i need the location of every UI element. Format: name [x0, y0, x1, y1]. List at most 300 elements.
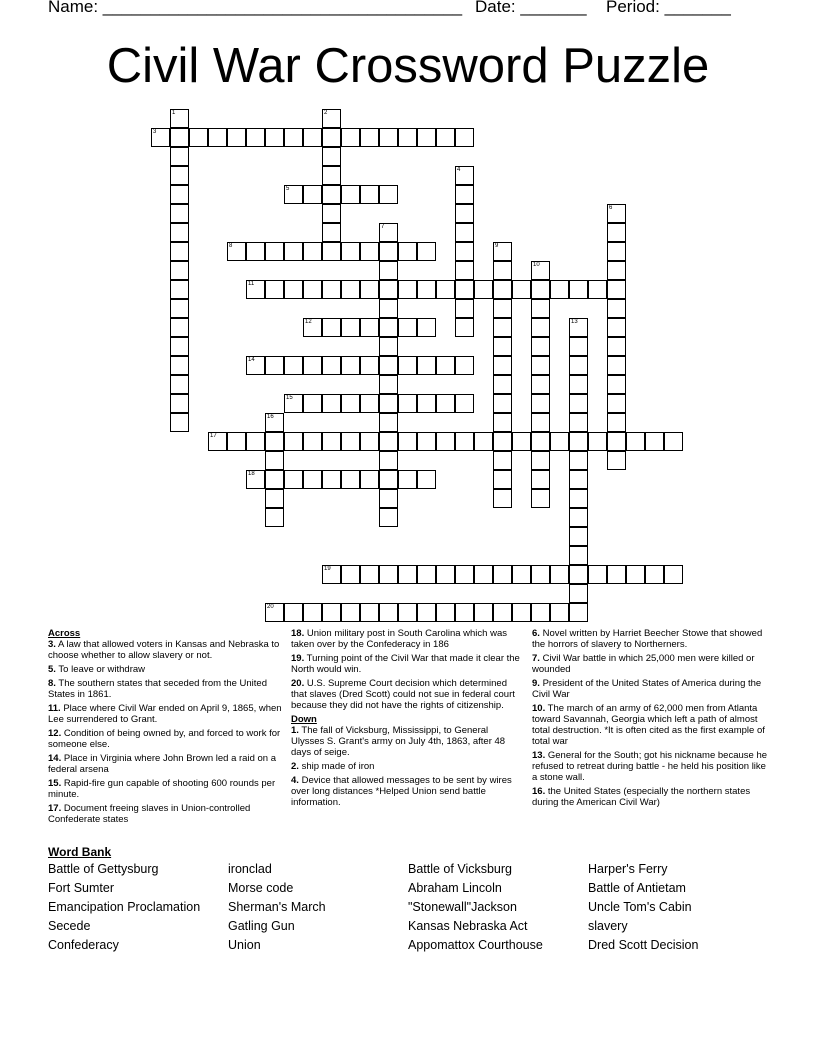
crossword-cell[interactable] — [170, 166, 189, 185]
crossword-cell[interactable] — [284, 242, 303, 261]
clue-text: The southern states that seceded from the United States in 1861. — [48, 678, 267, 700]
clue-number-label: 7. — [532, 653, 540, 664]
clue-number: 8 — [229, 243, 233, 249]
clue-text: Turning point of the Civil War that made it clear the North would win. — [291, 653, 520, 675]
word-bank-item: Sherman's March — [228, 900, 326, 914]
crossword-cell[interactable] — [379, 356, 398, 375]
crossword-cell[interactable] — [569, 394, 588, 413]
clue-text: General for the South; got his nickname because he refused to retreat during battle - he held his position like a stone wall. — [532, 750, 768, 783]
crossword-cell[interactable] — [265, 128, 284, 147]
crossword-cell[interactable] — [379, 299, 398, 318]
down-clue — [532, 628, 772, 650]
crossword-cell[interactable] — [322, 185, 341, 204]
clue-text: Device that allowed messages to be sent by wires over long distances *Helped Union send battle information. — [291, 775, 512, 808]
crossword-cell[interactable] — [436, 356, 455, 375]
crossword-cell[interactable] — [493, 413, 512, 432]
crossword-cell[interactable] — [379, 413, 398, 432]
crossword-cell[interactable] — [284, 356, 303, 375]
crossword-cell[interactable] — [569, 470, 588, 489]
crossword-cell[interactable] — [379, 508, 398, 527]
crossword-cell[interactable] — [569, 584, 588, 603]
crossword-cell[interactable] — [550, 432, 569, 451]
down-clue — [532, 750, 772, 783]
down-clue — [291, 775, 521, 808]
crossword-cell[interactable] — [588, 432, 607, 451]
date-field-label[interactable]: Date: _______ — [475, 0, 587, 16]
crossword-cell[interactable] — [303, 128, 322, 147]
crossword-cell[interactable] — [455, 394, 474, 413]
crossword-cell[interactable] — [379, 280, 398, 299]
crossword-cell[interactable] — [626, 565, 645, 584]
crossword-cell[interactable] — [417, 603, 436, 622]
crossword-cell[interactable] — [417, 356, 436, 375]
crossword-cell[interactable] — [436, 603, 455, 622]
crossword-cell[interactable] — [417, 242, 436, 261]
word-bank-item: Union — [228, 938, 261, 952]
across-clue — [48, 803, 283, 825]
crossword-cell[interactable] — [417, 280, 436, 299]
crossword-cell[interactable] — [588, 565, 607, 584]
crossword-cell[interactable] — [322, 394, 341, 413]
crossword-cell[interactable] — [170, 280, 189, 299]
crossword-cell[interactable] — [322, 356, 341, 375]
crossword-cell[interactable] — [607, 261, 626, 280]
crossword-cell[interactable] — [569, 451, 588, 470]
crossword-cell[interactable] — [189, 128, 208, 147]
crossword-cell[interactable] — [341, 318, 360, 337]
down-clue — [532, 653, 772, 675]
crossword-cell[interactable] — [569, 603, 588, 622]
crossword-cell[interactable] — [379, 128, 398, 147]
clue-text: Union military post in South Carolina which was taken over by the Confederacy in 186 — [291, 628, 507, 650]
clue-number: 16 — [267, 414, 274, 420]
crossword-cell[interactable] — [322, 318, 341, 337]
crossword-cell[interactable] — [360, 603, 379, 622]
crossword-cell[interactable] — [455, 128, 474, 147]
clue-number: 18 — [248, 471, 255, 477]
word-bank-item: Appomattox Courthouse — [408, 938, 543, 952]
crossword-cell[interactable] — [360, 565, 379, 584]
crossword-cell[interactable] — [664, 432, 683, 451]
crossword-cell[interactable] — [341, 185, 360, 204]
crossword-cell[interactable] — [474, 603, 493, 622]
crossword-cell[interactable] — [322, 432, 341, 451]
crossword-cell[interactable] — [379, 489, 398, 508]
crossword-cell[interactable] — [512, 432, 531, 451]
crossword-cell[interactable] — [493, 375, 512, 394]
crossword-cell[interactable] — [436, 394, 455, 413]
crossword-cell[interactable] — [417, 432, 436, 451]
crossword-cell[interactable] — [531, 470, 550, 489]
clue-number-label: 6. — [532, 628, 540, 639]
word-bank-item: Morse code — [228, 881, 294, 895]
crossword-cell[interactable] — [398, 356, 417, 375]
crossword-cell[interactable] — [360, 394, 379, 413]
name-field-label[interactable]: Name: ______________________________________ — [48, 0, 463, 16]
crossword-cell[interactable] — [379, 470, 398, 489]
crossword-cell[interactable] — [284, 280, 303, 299]
crossword-cell[interactable] — [170, 318, 189, 337]
crossword-cell[interactable] — [341, 128, 360, 147]
crossword-cell[interactable] — [455, 280, 474, 299]
crossword-cell[interactable] — [341, 280, 360, 299]
across-heading: Across — [48, 628, 81, 639]
crossword-cell[interactable] — [455, 565, 474, 584]
crossword-cell[interactable] — [436, 280, 455, 299]
crossword-cell[interactable] — [531, 337, 550, 356]
crossword-cell[interactable] — [455, 185, 474, 204]
crossword-cell[interactable] — [531, 603, 550, 622]
crossword-cell[interactable] — [493, 337, 512, 356]
crossword-cell[interactable] — [284, 470, 303, 489]
crossword-cell[interactable] — [170, 337, 189, 356]
crossword-cell[interactable] — [265, 356, 284, 375]
clue-number: 6 — [609, 205, 613, 211]
crossword-cell[interactable] — [303, 242, 322, 261]
crossword-cell[interactable] — [170, 223, 189, 242]
crossword-cell[interactable] — [607, 565, 626, 584]
clue-text: Condition of being owned by, and forced to work for someone else. — [48, 728, 281, 750]
crossword-cell[interactable] — [379, 565, 398, 584]
crossword-cell[interactable] — [493, 394, 512, 413]
crossword-cell[interactable] — [265, 451, 284, 470]
crossword-cell[interactable] — [341, 432, 360, 451]
crossword-cell[interactable] — [569, 508, 588, 527]
crossword-cell[interactable] — [474, 432, 493, 451]
crossword-cell[interactable] — [170, 242, 189, 261]
crossword-cell[interactable] — [379, 432, 398, 451]
crossword-cell[interactable] — [265, 242, 284, 261]
crossword-cell[interactable] — [455, 603, 474, 622]
crossword-cell[interactable] — [303, 356, 322, 375]
crossword-cell[interactable] — [455, 356, 474, 375]
crossword-cell[interactable] — [322, 204, 341, 223]
crossword-cell[interactable] — [531, 451, 550, 470]
crossword-cell[interactable] — [569, 413, 588, 432]
word-bank-item: Battle of Vicksburg — [408, 862, 512, 876]
crossword-cell[interactable] — [645, 565, 664, 584]
across-clue — [48, 778, 283, 800]
crossword-cell[interactable] — [379, 394, 398, 413]
word-bank-item: Fort Sumter — [48, 881, 114, 895]
down-clue — [291, 725, 521, 758]
clue-number: 17 — [210, 433, 217, 439]
crossword-cell[interactable] — [360, 128, 379, 147]
crossword-cell[interactable] — [569, 432, 588, 451]
crossword-cell[interactable] — [417, 470, 436, 489]
clue-number: 14 — [248, 357, 255, 363]
crossword-cell[interactable] — [417, 565, 436, 584]
across-clue — [291, 678, 521, 711]
crossword-cell[interactable] — [265, 280, 284, 299]
clue-text: A law that allowed voters in Kansas and Nebraska to choose whether to allow slavery or not. — [48, 639, 280, 661]
down-clue — [291, 761, 521, 772]
crossword-cell[interactable] — [170, 299, 189, 318]
crossword-cell[interactable] — [493, 261, 512, 280]
crossword-cell[interactable] — [170, 147, 189, 166]
crossword-cell[interactable] — [607, 375, 626, 394]
crossword-cell[interactable] — [455, 432, 474, 451]
crossword-cell[interactable] — [607, 280, 626, 299]
crossword-cell[interactable] — [512, 603, 531, 622]
crossword-cell[interactable] — [398, 603, 417, 622]
crossword-cell[interactable] — [588, 280, 607, 299]
clue-number: 9 — [495, 243, 499, 249]
crossword-cell[interactable] — [360, 432, 379, 451]
crossword-cell[interactable] — [607, 337, 626, 356]
crossword-cell[interactable] — [493, 565, 512, 584]
clue-text: ship made of iron — [298, 761, 375, 772]
crossword-cell[interactable] — [436, 128, 455, 147]
clue-number-label: 16. — [532, 786, 546, 797]
crossword-cell[interactable] — [474, 280, 493, 299]
crossword-cell[interactable] — [303, 185, 322, 204]
clue-text: Rapid-fire gun capable of shooting 600 rounds per minute. — [48, 778, 276, 800]
crossword-cell[interactable] — [493, 470, 512, 489]
crossword-cell[interactable] — [398, 242, 417, 261]
crossword-cell[interactable] — [607, 451, 626, 470]
down-clue — [532, 786, 772, 808]
crossword-cell[interactable] — [398, 394, 417, 413]
crossword-cell[interactable] — [493, 299, 512, 318]
crossword-cell[interactable] — [170, 356, 189, 375]
crossword-cell[interactable] — [607, 356, 626, 375]
clue-number-label: 11. — [48, 703, 61, 714]
crossword-cell[interactable] — [550, 565, 569, 584]
crossword-cell[interactable] — [303, 394, 322, 413]
crossword-cell[interactable] — [303, 432, 322, 451]
crossword-cell[interactable] — [569, 337, 588, 356]
crossword-cell[interactable] — [569, 280, 588, 299]
crossword-cell[interactable] — [493, 280, 512, 299]
crossword-cell[interactable] — [360, 280, 379, 299]
crossword-cell[interactable] — [569, 546, 588, 565]
crossword-cell[interactable] — [607, 318, 626, 337]
clue-number-label: 13. — [532, 750, 546, 761]
word-bank-item: ironclad — [228, 862, 272, 876]
clue-text: The fall of Vicksburg, Mississippi, to General Ulysses S. Grant's army on July 4th, 1863, after 48 days of seige. — [291, 725, 506, 758]
crossword-cell[interactable] — [569, 527, 588, 546]
crossword-cell[interactable] — [265, 470, 284, 489]
clue-number: 3 — [153, 129, 157, 135]
clue-text: To leave or withdraw — [55, 664, 145, 675]
clue-number-label: 5. — [48, 664, 56, 675]
crossword-cell[interactable] — [493, 489, 512, 508]
crossword-cell[interactable] — [607, 394, 626, 413]
crossword-cell[interactable] — [379, 375, 398, 394]
crossword-cell[interactable] — [417, 128, 436, 147]
crossword-cell[interactable] — [569, 375, 588, 394]
crossword-cell[interactable] — [398, 470, 417, 489]
crossword-cell[interactable] — [284, 432, 303, 451]
crossword-cell[interactable] — [322, 603, 341, 622]
crossword-cell[interactable] — [607, 242, 626, 261]
crossword-cell[interactable] — [607, 223, 626, 242]
crossword-cell[interactable] — [360, 242, 379, 261]
crossword-cell[interactable] — [531, 413, 550, 432]
crossword-cell[interactable] — [360, 318, 379, 337]
crossword-cell[interactable] — [398, 565, 417, 584]
across-clue-list — [48, 639, 283, 825]
crossword-cell[interactable] — [341, 603, 360, 622]
crossword-cell[interactable] — [341, 356, 360, 375]
crossword-cell[interactable] — [607, 413, 626, 432]
crossword-cell[interactable] — [265, 432, 284, 451]
crossword-cell[interactable] — [303, 603, 322, 622]
crossword-cell[interactable] — [398, 432, 417, 451]
crossword-cell[interactable] — [322, 147, 341, 166]
crossword-cell[interactable] — [170, 261, 189, 280]
crossword-cell[interactable] — [531, 565, 550, 584]
clues-column-2 — [291, 628, 521, 811]
clue-number-label: 2. — [291, 761, 299, 772]
crossword-cell[interactable] — [379, 451, 398, 470]
crossword-cell[interactable] — [265, 489, 284, 508]
clue-number-label: 3. — [48, 639, 56, 650]
crossword-cell[interactable] — [322, 280, 341, 299]
crossword-cell[interactable] — [322, 166, 341, 185]
word-bank-item: Emancipation Proclamation — [48, 900, 201, 914]
crossword-cell[interactable] — [303, 280, 322, 299]
crossword-cell[interactable] — [379, 603, 398, 622]
crossword-cell[interactable] — [303, 470, 322, 489]
crossword-cell[interactable] — [531, 318, 550, 337]
crossword-cell[interactable] — [550, 603, 569, 622]
crossword-cell[interactable] — [493, 356, 512, 375]
crossword-cell[interactable] — [322, 128, 341, 147]
crossword-cell[interactable] — [360, 470, 379, 489]
crossword-cell[interactable] — [455, 318, 474, 337]
word-bank-item: Battle of Antietam — [588, 881, 686, 895]
crossword-cell[interactable] — [455, 261, 474, 280]
crossword-cell[interactable] — [569, 489, 588, 508]
clue-number-label: 17. — [48, 803, 62, 814]
crossword-cell[interactable] — [569, 565, 588, 584]
crossword-cell[interactable] — [341, 565, 360, 584]
crossword-cell[interactable] — [569, 356, 588, 375]
crossword-cell[interactable] — [512, 565, 531, 584]
crossword-cell[interactable] — [170, 128, 189, 147]
word-bank-item: Confederacy — [48, 938, 119, 952]
crossword-cell[interactable] — [265, 508, 284, 527]
down-clue — [532, 678, 772, 700]
crossword-cell[interactable] — [341, 470, 360, 489]
across-clue — [48, 639, 283, 661]
across-clue — [291, 653, 521, 675]
word-bank-item: Dred Scott Decision — [588, 938, 699, 952]
crossword-cell[interactable] — [455, 299, 474, 318]
word-bank-item: Uncle Tom's Cabin — [588, 900, 692, 914]
crossword-cell[interactable] — [379, 261, 398, 280]
clue-number-label: 20. — [291, 678, 305, 689]
crossword-cell[interactable] — [531, 375, 550, 394]
crossword-cell[interactable] — [227, 128, 246, 147]
crossword-cell[interactable] — [322, 223, 341, 242]
crossword-cell[interactable] — [607, 299, 626, 318]
crossword-cell[interactable] — [398, 128, 417, 147]
crossword-cell[interactable] — [246, 128, 265, 147]
crossword-cell[interactable] — [474, 565, 493, 584]
crossword-cell[interactable] — [360, 356, 379, 375]
period-field-label[interactable]: Period: _______ — [606, 0, 731, 16]
crossword-cell[interactable] — [626, 432, 645, 451]
crossword-cell[interactable] — [322, 242, 341, 261]
crossword-cell[interactable] — [379, 185, 398, 204]
crossword-cell[interactable] — [417, 318, 436, 337]
crossword-cell[interactable] — [170, 375, 189, 394]
across-clue — [291, 628, 521, 650]
crossword-cell[interactable] — [284, 128, 303, 147]
crossword-cell[interactable] — [417, 394, 436, 413]
crossword-cell[interactable] — [455, 223, 474, 242]
crossword-cell[interactable] — [455, 242, 474, 261]
crossword-cell[interactable] — [550, 280, 569, 299]
crossword-cell[interactable] — [607, 432, 626, 451]
word-bank-item: Abraham Lincoln — [408, 881, 502, 895]
crossword-cell[interactable] — [436, 432, 455, 451]
clue-number-label: 1. — [291, 725, 299, 736]
crossword-cell[interactable] — [531, 299, 550, 318]
clue-text: The march of an army of 62,000 men from Atlanta toward Savannah, Georgia which left a path of almost total destruction. *It is often cited as the first example of total war — [532, 703, 765, 747]
crossword-cell[interactable] — [531, 394, 550, 413]
crossword-cell[interactable] — [531, 489, 550, 508]
clue-number-label: 14. — [48, 753, 62, 764]
crossword-cell[interactable] — [170, 413, 189, 432]
crossword-cell[interactable] — [493, 318, 512, 337]
crossword-cell[interactable] — [398, 318, 417, 337]
crossword-cell[interactable] — [360, 185, 379, 204]
crossword-cell[interactable] — [493, 451, 512, 470]
word-bank — [48, 862, 768, 972]
across-clue-list-continued — [291, 628, 521, 711]
crossword-cell[interactable] — [493, 432, 512, 451]
crossword-cell[interactable] — [645, 432, 664, 451]
clue-number: 5 — [286, 186, 290, 192]
crossword-cell[interactable] — [341, 394, 360, 413]
crossword-cell[interactable] — [531, 432, 550, 451]
crossword-cell[interactable] — [531, 280, 550, 299]
crossword-cell[interactable] — [493, 603, 512, 622]
down-clue-list-continued — [532, 628, 772, 808]
crossword-cell[interactable] — [170, 394, 189, 413]
crossword-cell[interactable] — [170, 185, 189, 204]
crossword-cell[interactable] — [455, 204, 474, 223]
crossword-cell[interactable] — [379, 318, 398, 337]
across-clue — [48, 753, 283, 775]
crossword-cell[interactable] — [664, 565, 683, 584]
crossword-cell[interactable] — [246, 242, 265, 261]
word-bank-item: Secede — [48, 919, 91, 933]
crossword-cell[interactable] — [379, 337, 398, 356]
crossword-cell[interactable] — [531, 356, 550, 375]
crossword-cell[interactable] — [170, 204, 189, 223]
crossword-cell[interactable] — [436, 565, 455, 584]
crossword-cell[interactable] — [227, 432, 246, 451]
crossword-cell[interactable] — [398, 280, 417, 299]
word-bank-item: Battle of Gettysburg — [48, 862, 159, 876]
crossword-cell[interactable] — [341, 242, 360, 261]
crossword-cell[interactable] — [379, 242, 398, 261]
clue-number: 2 — [324, 110, 328, 116]
crossword-cell[interactable] — [284, 603, 303, 622]
page-title: Civil War Crossword Puzzle — [106, 39, 710, 93]
crossword-cell[interactable] — [208, 128, 227, 147]
crossword-cell[interactable] — [512, 280, 531, 299]
clue-number-label: 4. — [291, 775, 299, 786]
crossword-cell[interactable] — [246, 432, 265, 451]
word-bank-item: Gatling Gun — [228, 919, 295, 933]
crossword-cell[interactable] — [322, 470, 341, 489]
